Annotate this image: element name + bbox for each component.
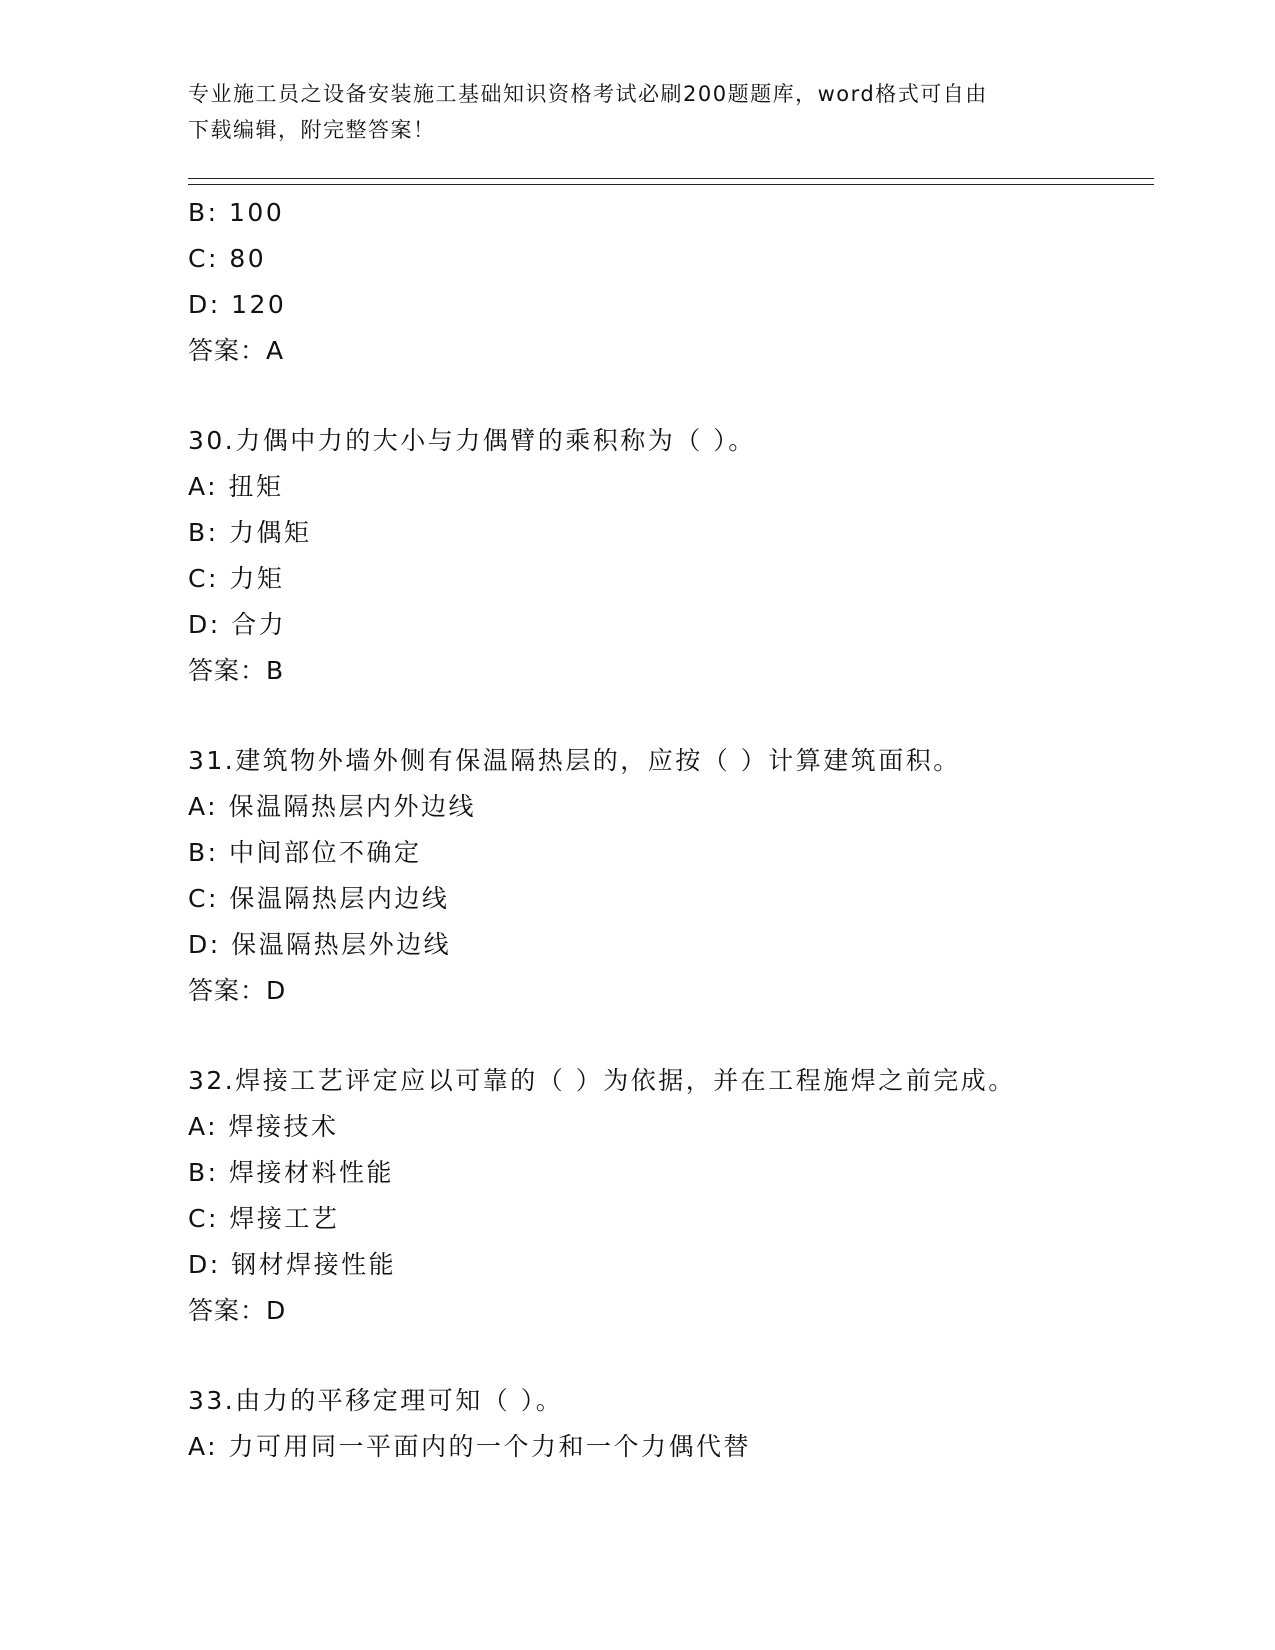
option-b: B: 100: [188, 198, 285, 227]
option-a: A: 力可用同一平面内的一个力和一个力偶代替: [188, 1432, 752, 1461]
question-33: [188, 1378, 1148, 1470]
option-c: C: 力矩: [188, 564, 285, 593]
option-d: D: 钢材焊接性能: [188, 1250, 397, 1279]
option-b: B: 中间部位不确定: [188, 838, 422, 867]
question-30: [188, 418, 1148, 694]
question-31: [188, 738, 1148, 1014]
answer-text: 答案：D: [188, 976, 287, 1005]
question-gap: [188, 374, 1148, 418]
question-stem: 32.焊接工艺评定应以可靠的（ ）为依据，并在工程施焊之前完成。: [188, 1066, 1016, 1095]
header-title-line-1: 专业施工员之设备安装施工基础知识资格考试必刷200题题库，word格式可自由: [188, 82, 988, 106]
option-c: C: 焊接工艺: [188, 1204, 340, 1233]
option-a: A: 保温隔热层内外边线: [188, 792, 477, 821]
answer-text: 答案：D: [188, 1296, 287, 1325]
question-gap: [188, 694, 1148, 738]
header-divider-top: [188, 178, 1154, 179]
header-title-line-2: 下载编辑，附完整答案！: [188, 118, 436, 142]
option-a: A: 焊接技术: [188, 1112, 339, 1141]
option-d: D: 120: [188, 290, 287, 319]
question-32: [188, 1058, 1148, 1334]
question-stem: 33.由力的平移定理可知（ ）。: [188, 1386, 564, 1415]
option-d: D: 合力: [188, 610, 287, 639]
question-stem: 31.建筑物外墙外侧有保温隔热层的，应按（ ）计算建筑面积。: [188, 746, 961, 775]
option-b: B: 焊接材料性能: [188, 1158, 395, 1187]
option-c: C: 80: [188, 244, 267, 273]
question-gap: [188, 1014, 1148, 1058]
question-29-tail: [188, 190, 1148, 374]
question-stem: 30.力偶中力的大小与力偶臂的乘积称为（ ）。: [188, 426, 756, 455]
header-divider-bottom: [188, 184, 1154, 185]
question-list: [188, 190, 1148, 1470]
option-b: B: 力偶矩: [188, 518, 312, 547]
question-gap: [188, 1334, 1148, 1378]
option-c: C: 保温隔热层内边线: [188, 884, 450, 913]
document-header: [188, 76, 1078, 148]
option-a: A: 扭矩: [188, 472, 284, 501]
answer-text: 答案：B: [188, 656, 285, 685]
option-d: D: 保温隔热层外边线: [188, 930, 452, 959]
answer-text: 答案：A: [188, 336, 285, 365]
